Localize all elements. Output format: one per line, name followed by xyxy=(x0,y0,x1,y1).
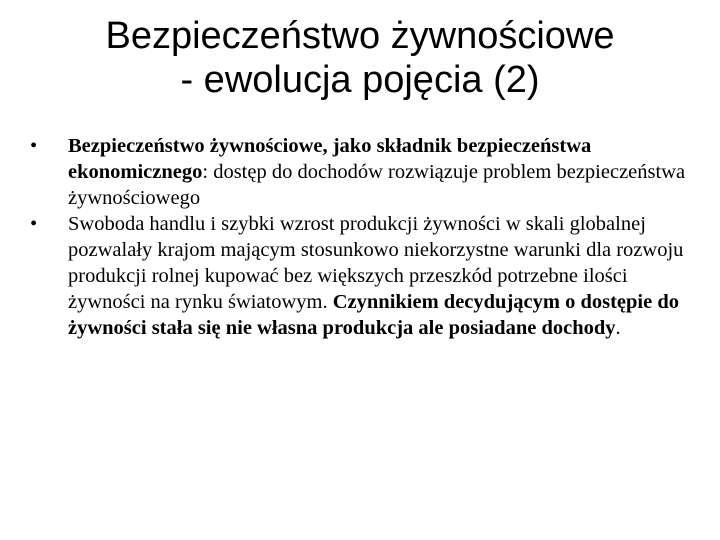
slide-title xyxy=(40,14,680,102)
bullet-2-bold-text: Czynnikiem decydującym o dostępie do żywności stała się nie własna produkcja ale posiadane dochody xyxy=(68,291,679,339)
bullet-1-text: : dostęp do dochodów rozwiązuje problem bezpieczeństwa żywnościowego xyxy=(68,161,686,209)
bullet-item-2 xyxy=(24,211,694,341)
bullet-list xyxy=(24,133,694,341)
slide-title-line-2: - ewolucja pojęcia (2) xyxy=(180,59,540,101)
bullet-marker: • xyxy=(30,213,38,235)
bullet-2-end: . xyxy=(615,317,621,339)
slide-title-line-1: Bezpieczeństwo żywnościowe xyxy=(105,15,615,57)
bullet-item-1 xyxy=(24,133,694,211)
bullet-marker: • xyxy=(30,135,38,157)
bullet-1-bold-text: Bezpieczeństwo żywnościowe, jako składnik bezpieczeństwa ekonomicznego xyxy=(68,135,592,183)
bullet-2-text: Swoboda handlu i szybki wzrost produkcji żywności w skali globalnej pozwalały krajom mającym stosunkowo niekorzystne warunki dla rozwoju produkcji rolnej kupować bez większych przeszkód potrzebne ilości żywności na rynku światowym. xyxy=(68,213,684,313)
